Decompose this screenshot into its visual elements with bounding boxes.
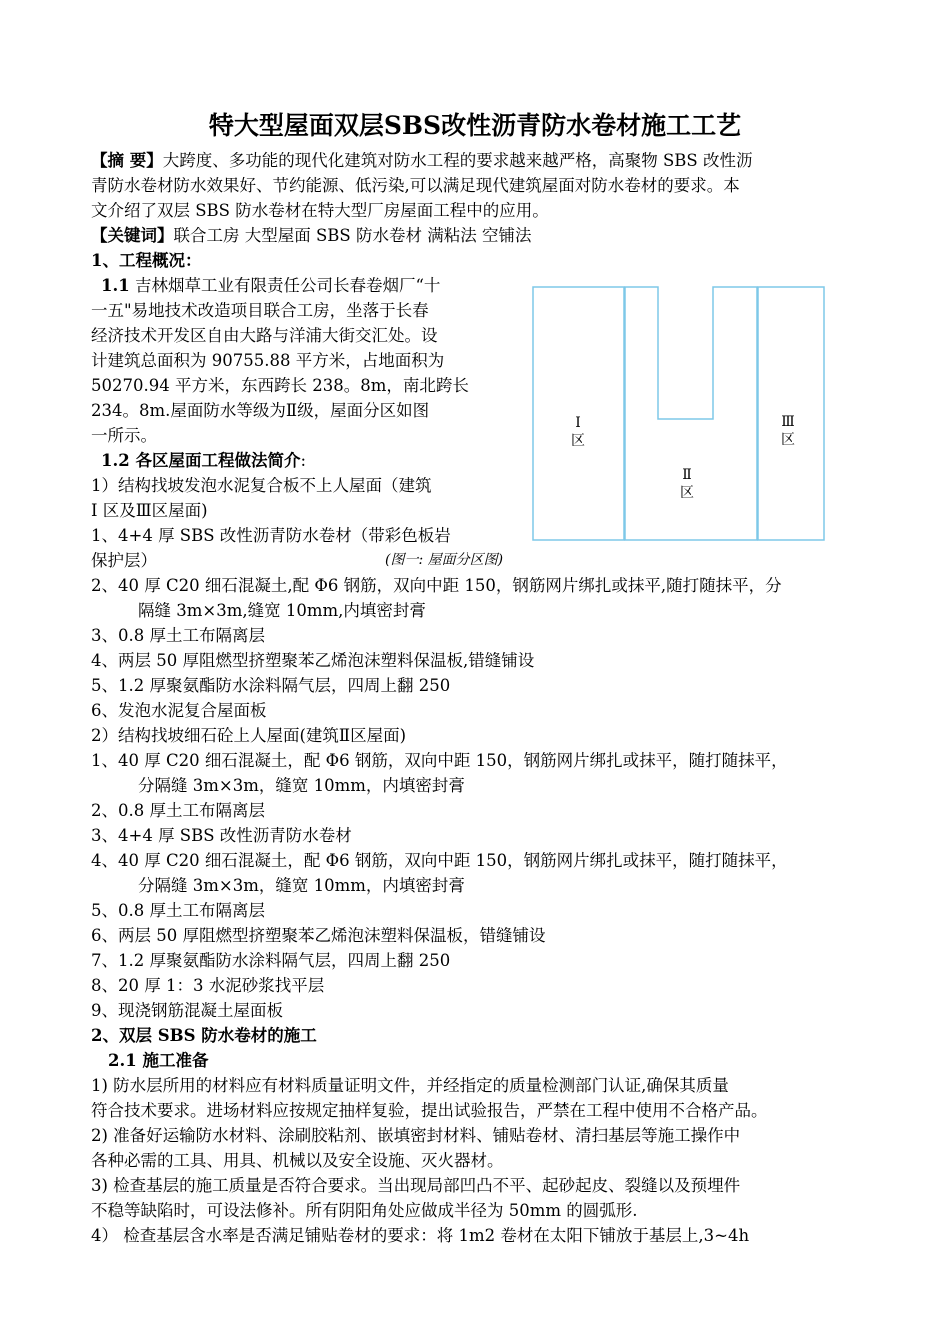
group1-item-4: 4、两层 50 厚阻燃型挤塑聚苯乙烯泡沫塑料保温板,错缝铺设 [91,651,535,670]
s21-para-1b: 符合技术要求。进场材料应按规定抽样复验，提出试验报告，严禁在工程中使用不合格产品。 [91,1101,768,1120]
group1-title-line-1: 1）结构找坡发泡水泥复合板不上人屋面（建筑 [91,476,432,495]
s11-line-2: 一五"易地技术改造项目联合工房，坐落于长春 [91,301,429,320]
abstract-label: 【摘 要】 [91,151,163,170]
group2-item-4b: 分隔缝 3m×3m，缝宽 10mm，内填密封膏 [138,876,465,895]
zone-1-label-numeral: Ⅰ [575,415,581,431]
s11-label: 1.1 [101,276,130,295]
group1-item-2b: 隔缝 3m×3m,缝宽 10mm,内填密封膏 [138,601,426,620]
zone-3-label-text: 区 [781,432,795,448]
section-2-heading: 2、双层 SBS 防水卷材的施工 [91,1026,317,1045]
s21-para-2b: 各种必需的工具、用具、机械以及安全设施、灭火器材。 [91,1151,504,1170]
group2-item-1b: 分隔缝 3m×3m，缝宽 10mm，内填密封膏 [138,776,465,795]
group2-item-8: 8、20 厚 1：3 水泥砂浆找平层 [91,976,325,995]
s11-line-3: 经济技术开发区自由大路与洋浦大街交汇处。设 [91,326,438,345]
s11-line-5: 50270.94 平方米，东西跨长 238。8m，南北跨长 [91,376,469,395]
s11-line-7: 一所示。 [91,426,157,445]
group2-item-4a: 4、40 厚 C20 细石混凝土，配 Φ6 钢筋，双向中距 150，钢筋网片绑扎或抹平，随打随抹平， [91,851,788,870]
group2-item-5: 5、0.8 厚土工布隔离层 [91,901,265,920]
abstract-line-1: 【摘 要】大跨度、多功能的现代化建筑对防水工程的要求越来越严格，高聚物 SBS 改性沥 [91,151,753,170]
abstract-line-2: 青防水卷材防水效果好、节约能源、低污染,可以满足现代建筑屋面对防水卷材的要求。本 [91,176,740,195]
keywords-text: 联合工房 大型屋面 SBS 防水卷材 满粘法 空铺法 [173,226,532,245]
group1-item-5: 5、1.2 厚聚氨酯防水涂料隔气层，四周上翻 250 [91,676,451,695]
keywords-label: 【关键词】 [91,226,174,245]
group1-item-3: 3、0.8 厚土工布隔离层 [91,626,265,645]
group2-item-3: 3、4+4 厚 SBS 改性沥青防水卷材 [91,826,352,845]
zone-2-label-text: 区 [680,485,694,501]
s11-line-4: 计建筑总面积为 90755.88 平方米，占地面积为 [91,351,445,370]
s21-para-4a: 4） 检查基层含水率是否满足铺贴卷材的要求：将 1m2 卷材在太阳下铺放于基层上,3~4h [91,1226,750,1245]
s21-para-1a: 1) 防水层所用的材料应有材料质量证明文件，并经指定的质量检测部门认证,确保其质量 [91,1076,729,1095]
group2-title: 2）结构找坡细石砼上人屋面(建筑Ⅱ区屋面) [91,726,407,745]
s21-para-2a: 2) 准备好运输防水材料、涂刷胶粘剂、嵌填密封材料、铺贴卷材、清扫基层等施工操作中 [91,1126,741,1145]
document-title: 特大型屋面双层SBS改性沥青防水卷材施工工艺 [208,111,742,140]
zone-2-outline [625,287,757,540]
group1-item-2a: 2、40 厚 C20 细石混凝土,配 Φ6 钢筋，双向中距 150，钢筋网片绑扎或抹平,随打随抹平，分 [91,576,782,595]
zone-1-outline [533,287,624,540]
s21-para-3a: 3) 检查基层的施工质量是否符合要求。当出现局部凹凸不平、起砂起皮、裂缝以及预埋件 [91,1176,741,1195]
zone-2-label-numeral: Ⅱ [682,467,692,483]
section-1-heading: 1、工程概况： [91,251,202,270]
group2-item-2: 2、0.8 厚土工布隔离层 [91,801,265,820]
group1-title-line-2: Ⅰ 区及Ⅲ区屋面) [91,501,208,520]
s11-line-1: 1.1 吉林烟草工业有限责任公司长春卷烟厂“十 [101,276,441,295]
group2-item-9: 9、现浇钢筋混凝土屋面板 [91,1001,283,1020]
group2-item-6: 6、两层 50 厚阻燃型挤塑聚苯乙烯泡沫塑料保温板，错缝铺设 [91,926,546,945]
group2-item-7: 7、1.2 厚聚氨酯防水涂料隔气层，四周上翻 250 [91,951,451,970]
zone-1-label-text: 区 [571,433,585,449]
group1-item-1b: 保护层） [91,551,157,570]
s21-para-3b: 不稳等缺陷时，可设法修补。所有阴阳角处应做成半径为 50mm 的圆弧形. [91,1201,638,1220]
abstract-line-3: 文介绍了双层 SBS 防水卷材在特大型厂房屋面工程中的应用。 [91,201,549,220]
s11-line-6: 234。8m.屋面防水等级为Ⅱ级，屋面分区如图 [91,401,430,420]
zone-3-label-numeral: Ⅲ [781,414,795,430]
s12-heading: 1.2 各区屋面工程做法简介: [101,451,307,470]
group2-item-1a: 1、40 厚 C20 细石混凝土，配 Φ6 钢筋，双向中距 150，钢筋网片绑扎或抹平，随打随抹平， [91,751,788,770]
group1-item-6: 6、发泡水泥复合屋面板 [91,701,267,720]
s21-heading: 2.1 施工准备 [108,1051,209,1070]
group1-item-1a: 1、4+4 厚 SBS 改性沥青防水卷材（带彩色板岩 [91,526,451,545]
figure-caption: (图一: 屋面分区图) [385,552,504,568]
